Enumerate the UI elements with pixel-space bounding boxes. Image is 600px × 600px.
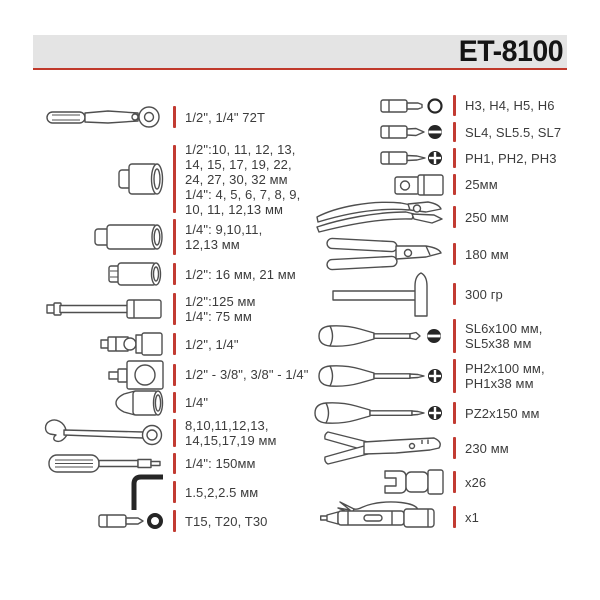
- red-divider: [453, 283, 456, 305]
- pliers-icon: [302, 234, 444, 274]
- tool-row: [302, 466, 570, 498]
- tool-row: [40, 328, 302, 360]
- ratchet-icon: [40, 102, 164, 132]
- screwdriver-pz-icon: [302, 400, 444, 426]
- tool-row: [40, 216, 302, 258]
- hammer-icon: [302, 270, 444, 318]
- tool-spec-label: SL4, SL5.5, SL7: [465, 124, 562, 140]
- tool-spec-label: x1: [465, 509, 479, 525]
- red-divider: [453, 437, 456, 459]
- tool-spec-label: 1/4": 150мм: [185, 456, 256, 471]
- tool-spec-label: 180 мм: [465, 246, 509, 262]
- red-divider: [453, 359, 456, 393]
- tool-spec-label: 1/2":125 мм 1/4": 75 мм: [185, 294, 256, 324]
- tool-row: [302, 356, 570, 396]
- red-divider: [173, 293, 176, 325]
- red-divider: [173, 481, 176, 503]
- tool-row: [302, 498, 570, 536]
- red-divider: [173, 510, 176, 532]
- tool-spec-label: H3, H4, H5, H6: [465, 98, 555, 113]
- header-bar: [33, 35, 567, 70]
- red-divider: [173, 333, 176, 355]
- tool-spec-label: 25мм: [465, 177, 498, 192]
- tool-spec-label: 230 мм: [465, 440, 509, 456]
- tool-spec-label: 1.5,2,2.5 мм: [185, 484, 259, 500]
- tool-spec-label: 1/2", 1/4": [185, 336, 239, 352]
- red-divider: [173, 106, 176, 128]
- tool-row: [40, 142, 302, 216]
- tool-list: [40, 92, 570, 536]
- red-divider: [453, 95, 456, 116]
- tool-row: [302, 198, 570, 236]
- red-divider: [173, 145, 176, 213]
- tool-row: [302, 236, 570, 272]
- socket-deep-icon: [40, 224, 164, 250]
- tool-spec-label: 1/4": [185, 395, 209, 410]
- screwdriver-ph-icon: [302, 363, 444, 389]
- tool-row: [302, 316, 570, 356]
- red-divider: [173, 392, 176, 413]
- groove-pliers-icon: [302, 195, 444, 239]
- tool-spec-label: 1/2":10, 11, 12, 13, 14, 15, 17, 19, 22, 24, 27, 30, 32 мм 1/4": 4, 5, 6, 7, 8, 9, 10, 11, 12,13 мм: [185, 141, 301, 217]
- red-divider: [453, 402, 456, 424]
- red-divider: [453, 174, 456, 195]
- tool-row: [302, 145, 570, 171]
- adapter-icon: [40, 360, 164, 390]
- red-divider: [453, 506, 456, 528]
- red-divider: [453, 148, 456, 168]
- tool-spec-label: 8,10,11,12,13, 14,15,17,19 мм: [185, 418, 277, 448]
- tool-row: [40, 92, 302, 142]
- tool-row: [40, 360, 309, 389]
- tool-row: [40, 258, 302, 290]
- tool-row: [302, 171, 570, 198]
- tool-spec-label: T15, T20, T30: [185, 513, 268, 529]
- extension-icon: [40, 298, 164, 320]
- tool-row: [40, 389, 302, 416]
- tool-spec-label: PH1, PH2, PH3: [465, 150, 557, 166]
- joint-icon: [40, 331, 164, 357]
- tool-row: [40, 290, 302, 328]
- left-column: [40, 92, 309, 536]
- hex-key-icon: [40, 472, 164, 512]
- tool-spec-label: 1/4": 9,10,11, 12,13 мм: [185, 222, 263, 252]
- tool-row: [40, 507, 302, 535]
- torx-bit-icon: [40, 511, 164, 531]
- sl-bit-icon: [302, 123, 444, 141]
- tool-row: [302, 430, 570, 466]
- screwdriver-sl-icon: [302, 323, 444, 349]
- red-divider: [453, 206, 456, 228]
- red-divider: [173, 453, 176, 474]
- tool-spec-label: 300 гр: [465, 286, 503, 302]
- tool-row: [302, 396, 570, 430]
- tool-row: [40, 477, 302, 507]
- red-divider: [173, 419, 176, 447]
- tool-spec-label: SL6x100 мм, SL5x38 мм: [465, 321, 543, 351]
- wrench-icon: [40, 418, 164, 448]
- tool-row: [40, 416, 302, 450]
- tool-spec-label: PH2x100 мм, PH1x38 мм: [465, 361, 545, 391]
- tool-row: [302, 92, 570, 119]
- red-divider: [173, 364, 176, 386]
- ph-bit-icon: [302, 149, 444, 167]
- red-divider: [173, 219, 176, 255]
- red-divider: [453, 319, 456, 353]
- tool-spec-label: 1/2", 1/4" 72T: [185, 109, 266, 125]
- model-number: ET-8100: [458, 34, 564, 68]
- tool-spec-label: 1/2" - 3/8", 3/8" - 1/4": [185, 367, 309, 382]
- tool-spec-label: 250 мм: [465, 209, 509, 225]
- stripper-icon: [302, 427, 444, 469]
- right-column: [302, 92, 570, 536]
- bit-adapter-icon: [302, 174, 444, 196]
- socket-spark-icon: [40, 262, 164, 286]
- tool-row: [302, 119, 570, 145]
- tester-icon: [302, 499, 444, 535]
- red-divider: [453, 243, 456, 265]
- hex-bit-icon: [302, 97, 444, 115]
- red-divider: [173, 263, 176, 285]
- tool-row: [302, 272, 570, 316]
- socket-small-icon: [40, 389, 164, 417]
- terminal-icon: [302, 469, 444, 495]
- red-divider: [453, 122, 456, 142]
- red-divider: [453, 471, 456, 493]
- tool-spec-label: 1/2": 16 мм, 21 мм: [185, 266, 296, 282]
- tool-spec-label: x26: [465, 474, 487, 490]
- socket-short-icon: [40, 162, 164, 196]
- tool-spec-label: PZ2x150 мм: [465, 405, 540, 421]
